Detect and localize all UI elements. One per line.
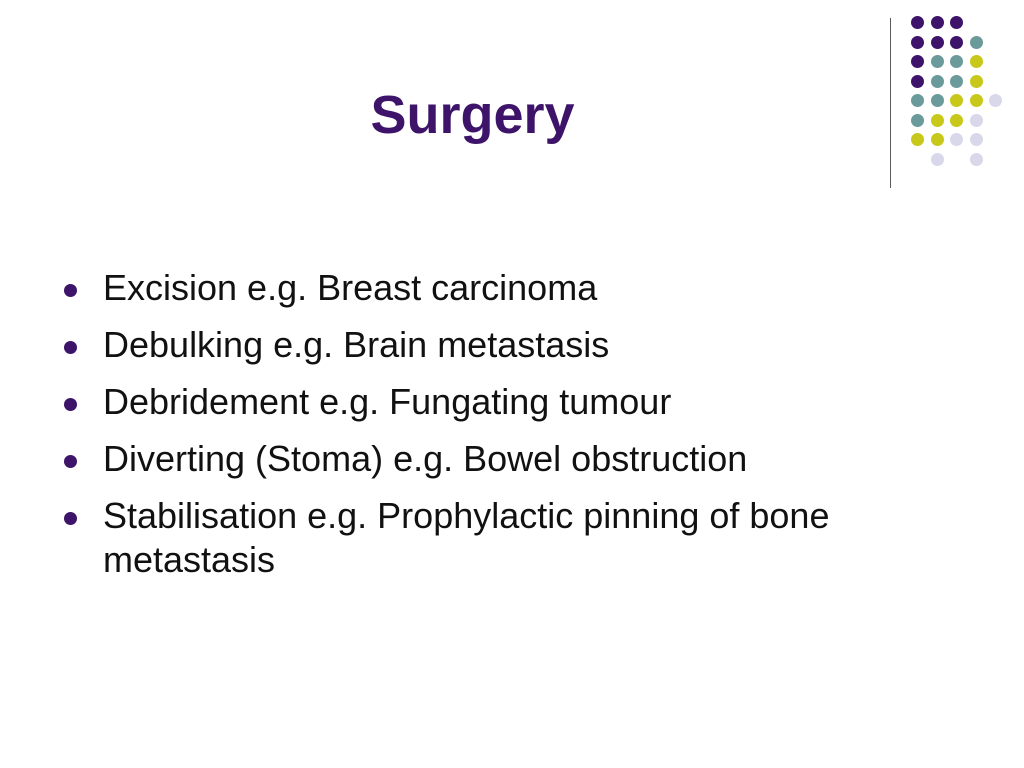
decorative-dot-yellow	[950, 94, 963, 107]
decorative-dot-teal	[950, 55, 963, 68]
decorative-dot-lavender	[989, 94, 1002, 107]
decorative-dot-yellow	[970, 94, 983, 107]
decorative-dot-lavender	[970, 114, 983, 127]
decorative-dot-yellow	[950, 114, 963, 127]
bullet-text: Excision e.g. Breast carcinoma	[103, 267, 598, 308]
bullet-marker-icon	[64, 284, 77, 297]
decorative-dot-yellow	[970, 75, 983, 88]
decorative-dot-purple	[911, 55, 924, 68]
decorative-dot-teal	[950, 75, 963, 88]
bullet-marker-icon	[64, 512, 77, 525]
decorative-dot-purple	[931, 36, 944, 49]
decorative-dot-lavender	[931, 153, 944, 166]
bullet-text: Debulking e.g. Brain metastasis	[103, 324, 610, 365]
bullet-item-diverting	[62, 437, 982, 481]
decorative-dot-lavender	[970, 133, 983, 146]
bullet-marker-icon	[64, 455, 77, 468]
bullet-item-debulking	[62, 323, 982, 367]
decorative-dot-purple	[911, 16, 924, 29]
decorative-dot-teal	[931, 55, 944, 68]
bullet-text: Diverting (Stoma) e.g. Bowel obstruction	[103, 438, 748, 479]
bullet-text: Debridement e.g. Fungating tumour	[103, 381, 672, 422]
decorative-dot-purple	[931, 16, 944, 29]
bullet-item-stabilisation	[62, 494, 982, 582]
bullet-marker-icon	[64, 341, 77, 354]
decorative-dot-lavender	[970, 153, 983, 166]
decorative-dot-lavender	[950, 133, 963, 146]
bullet-marker-icon	[64, 398, 77, 411]
decorative-dot-purple	[911, 36, 924, 49]
bullet-list	[62, 266, 982, 595]
slide-title: Surgery	[370, 85, 575, 145]
decorative-dot-purple	[950, 16, 963, 29]
decorative-dot-yellow	[970, 55, 983, 68]
decorative-dot-purple	[950, 36, 963, 49]
decorative-dot-teal	[970, 36, 983, 49]
bullet-text: Stabilisation e.g. Prophylactic pinning of bone metastasis	[103, 495, 830, 580]
bullet-item-excision	[62, 266, 982, 310]
bullet-item-debridement	[62, 380, 982, 424]
